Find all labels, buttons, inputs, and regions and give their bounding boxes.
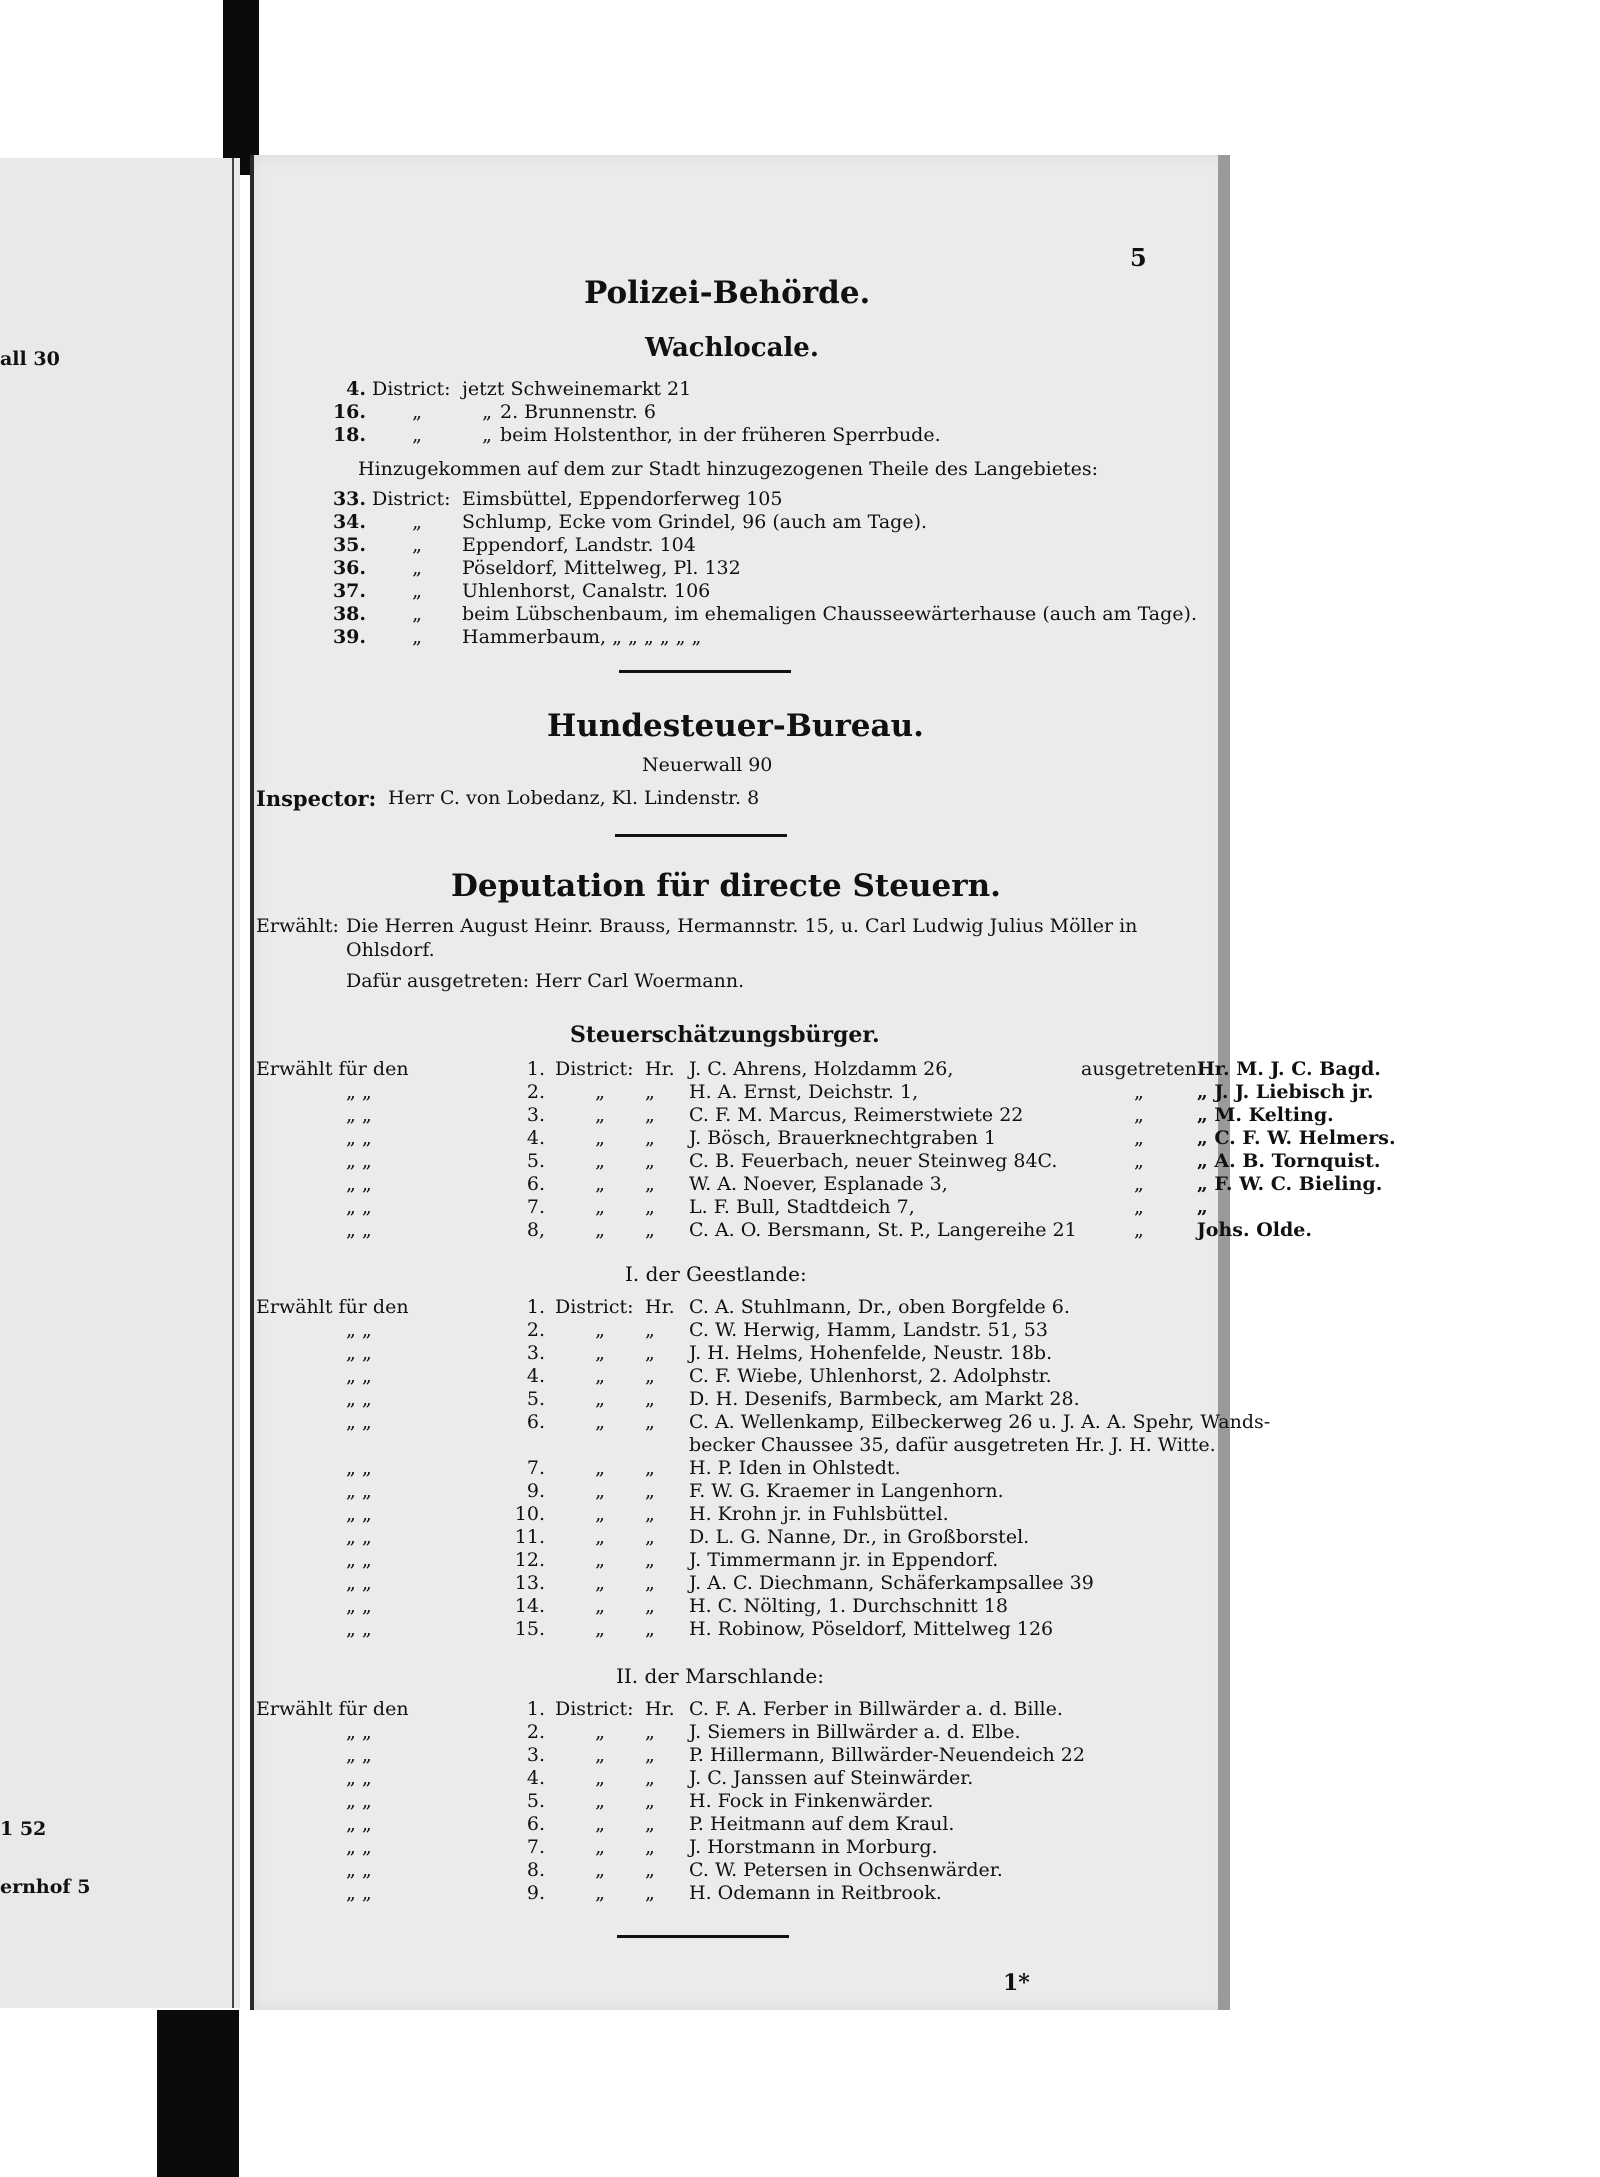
inspector-name: Herr C. von Lobedanz, Kl. Lindenstr. 8 xyxy=(388,787,760,809)
table-row: „ „ 6. „ „ P. Heitmann auf dem Kraul. xyxy=(346,1813,955,1835)
table-row: „ „ 2. „ „ J. Siemers in Billwärder a. d. Elbe. xyxy=(346,1721,1021,1743)
added-district-row: 35. „ Eppendorf, Landstr. 104 xyxy=(332,534,696,556)
steuerschaetzung-table xyxy=(256,1058,1396,1242)
table-row: „ „ 7. „ „ H. P. Iden in Ohlstedt. xyxy=(346,1457,901,1479)
marschlande-table xyxy=(256,1698,1085,1905)
table-row: „ „ 5. „ „ H. Fock in Finkenwärder. xyxy=(346,1790,934,1812)
added-districts-note: Hinzugekommen auf dem zur Stadt hinzugezogenen Theile des Langebietes: xyxy=(358,458,1099,480)
table-row: Erwählt für den 1. District: Hr. J. C. Ahrens, Holzdamm 26, ausgetreten Hr. M. J. C. Bagd. xyxy=(256,1058,1381,1080)
marschlande-title: II. der Marschlande: xyxy=(616,1664,824,1688)
table-row: „ „ 5. „ „ C. B. Feuerbach, neuer Steinweg 84C. „ „ A. B. Tornquist. xyxy=(346,1150,1381,1172)
wachlocale-subtitle: Wachlocale. xyxy=(645,333,819,363)
wachlocale-table xyxy=(310,378,941,447)
geestlande-title: I. der Geestlande: xyxy=(625,1262,807,1286)
table-row: „ „ 12. „ „ J. Timmermann jr. in Eppendorf. xyxy=(346,1549,999,1571)
table-row: „ „ 14. „ „ H. C. Nölting, 1. Durchschnitt 18 xyxy=(346,1595,1008,1617)
table-row: „ „ 3. „ „ J. H. Helms, Hohenfelde, Neustr. 18b. xyxy=(346,1342,1053,1364)
left-page-edge xyxy=(232,158,234,2008)
section-divider xyxy=(617,1935,789,1938)
table-row: „ „ 6. „ „ C. A. Wellenkamp, Eilbeckerweg 26 u. J. A. A. Spehr, Wands- xyxy=(346,1411,1271,1433)
deputation-elected-text-cont: Ohlsdorf. xyxy=(346,939,435,961)
left-fragment-1: all 30 xyxy=(0,348,60,370)
table-row: „ „ 3. „ „ P. Hillermann, Billwärder-Neuendeich 22 xyxy=(346,1744,1085,1766)
table-row: „ „ 8, „ „ C. A. O. Bersmann, St. P., Langereihe 21 „ Johs. Olde. xyxy=(346,1219,1312,1241)
table-row: „ „ 10. „ „ H. Krohn jr. in Fuhlsbüttel. xyxy=(346,1503,949,1525)
table-row: „ „ 6. „ „ W. A. Noever, Esplanade 3, „ „ F. W. C. Bieling. xyxy=(346,1173,1383,1195)
table-row: „ „ 4. „ „ J. Bösch, Brauerknechtgraben 1 „ „ C. F. W. Helmers. xyxy=(346,1127,1396,1149)
geestlande-table xyxy=(256,1296,1270,1641)
table-row: „ „ 5. „ „ D. H. Desenifs, Barmbeck, am Markt 28. xyxy=(346,1388,1080,1410)
deputation-retired: Dafür ausgetreten: Herr Carl Woermann. xyxy=(346,970,745,992)
wachlocale-row: 18. „ „ beim Holstenthor, in der früheren Sperrbude. xyxy=(332,424,941,446)
added-districts-table xyxy=(310,488,1197,649)
table-row: „ „ 15. „ „ H. Robinow, Pöseldorf, Mittelweg 126 xyxy=(346,1618,1054,1640)
table-row: „ „ 4. „ „ C. F. Wiebe, Uhlenhorst, 2. Adolphstr. xyxy=(346,1365,1052,1387)
table-row: „ „ 13. „ „ J. A. C. Diechmann, Schäferkampsallee 39 xyxy=(346,1572,1094,1594)
table-row: Erwählt für den 1. District: Hr. C. F. A. Ferber in Billwärder a. d. Bille. xyxy=(256,1698,1063,1720)
page-number: 5 xyxy=(1130,243,1147,272)
scan-binding-bar-bottom xyxy=(157,2010,239,2177)
deputation-elected-text: Die Herren August Heinr. Brauss, Hermannstr. 15, u. Carl Ludwig Julius Möller in xyxy=(346,915,1138,937)
table-row: becker Chaussee 35, dafür ausgetreten Hr. J. H. Witte. xyxy=(689,1434,1216,1456)
hundesteuer-address: Neuerwall 90 xyxy=(642,754,773,776)
deputation-elected-label: Erwählt: xyxy=(256,915,339,937)
table-row: „ „ 7. „ „ J. Horstmann in Morburg. xyxy=(346,1836,938,1858)
hundesteuer-title: Hundesteuer-Bureau. xyxy=(547,708,924,744)
table-row: „ „ 2. „ „ C. W. Herwig, Hamm, Landstr. 51, 53 xyxy=(346,1319,1048,1341)
added-district-row: 38. „ beim Lübschenbaum, im ehemaligen Chausseewärterhause (auch am Tage). xyxy=(332,603,1197,625)
wachlocale-row: 16. „ „ 2. Brunnenstr. 6 xyxy=(332,401,656,423)
inspector-label: Inspector: xyxy=(256,786,377,811)
table-row: „ „ 8. „ „ C. W. Petersen in Ochsenwärder. xyxy=(346,1859,1003,1881)
left-fragment-3: ernhof 5 xyxy=(0,1876,91,1898)
steuerschaetzung-title: Steuerschätzungsbürger. xyxy=(570,1022,880,1048)
section-divider xyxy=(619,670,791,673)
polizei-title: Polizei-Behörde. xyxy=(584,275,871,311)
added-district-row: 34. „ Schlump, Ecke vom Grindel, 96 (auch am Tage). xyxy=(332,511,928,533)
section-divider xyxy=(615,834,787,837)
table-row: „ „ 2. „ „ H. A. Ernst, Deichstr. 1, „ „ J. J. Liebisch jr. xyxy=(346,1081,1374,1103)
wachlocale-row: 4. District: jetzt Schweinemarkt 21 xyxy=(346,378,692,400)
added-district-row: 39. „ Hammerbaum, „ „ „ „ „ „ xyxy=(332,626,702,648)
table-row: „ „ 9. „ „ F. W. G. Kraemer in Langenhorn. xyxy=(346,1480,1004,1502)
table-row: Erwählt für den 1. District: Hr. C. A. Stuhlmann, Dr., oben Borgfelde 6. xyxy=(256,1296,1070,1318)
page-spine xyxy=(250,155,254,2010)
table-row: „ „ 9. „ „ H. Odemann in Reitbrook. xyxy=(346,1882,942,1904)
scan-binding-bar-top xyxy=(223,0,259,175)
left-fragment-2: 1 52 xyxy=(0,1818,47,1840)
added-district-row: 36. „ Pöseldorf, Mittelweg, Pl. 132 xyxy=(332,557,741,579)
table-row: „ „ 11. „ „ D. L. G. Nanne, Dr., in Großborstel. xyxy=(346,1526,1030,1548)
table-row: „ „ 3. „ „ C. F. M. Marcus, Reimerstwiete 22 „ „ M. Kelting. xyxy=(346,1104,1334,1126)
deputation-title: Deputation für directe Steuern. xyxy=(451,868,1001,904)
table-row: „ „ 7. „ „ L. F. Bull, Stadtdeich 7, „ „ xyxy=(346,1196,1208,1218)
signature-mark: 1* xyxy=(1003,1970,1030,1996)
left-page-fragment xyxy=(0,158,240,2008)
added-district-row: 37. „ Uhlenhorst, Canalstr. 106 xyxy=(332,580,711,602)
added-district-row: 33. District: Eimsbüttel, Eppendorferweg 105 xyxy=(332,488,783,510)
table-row: „ „ 4. „ „ J. C. Janssen auf Steinwärder. xyxy=(346,1767,974,1789)
